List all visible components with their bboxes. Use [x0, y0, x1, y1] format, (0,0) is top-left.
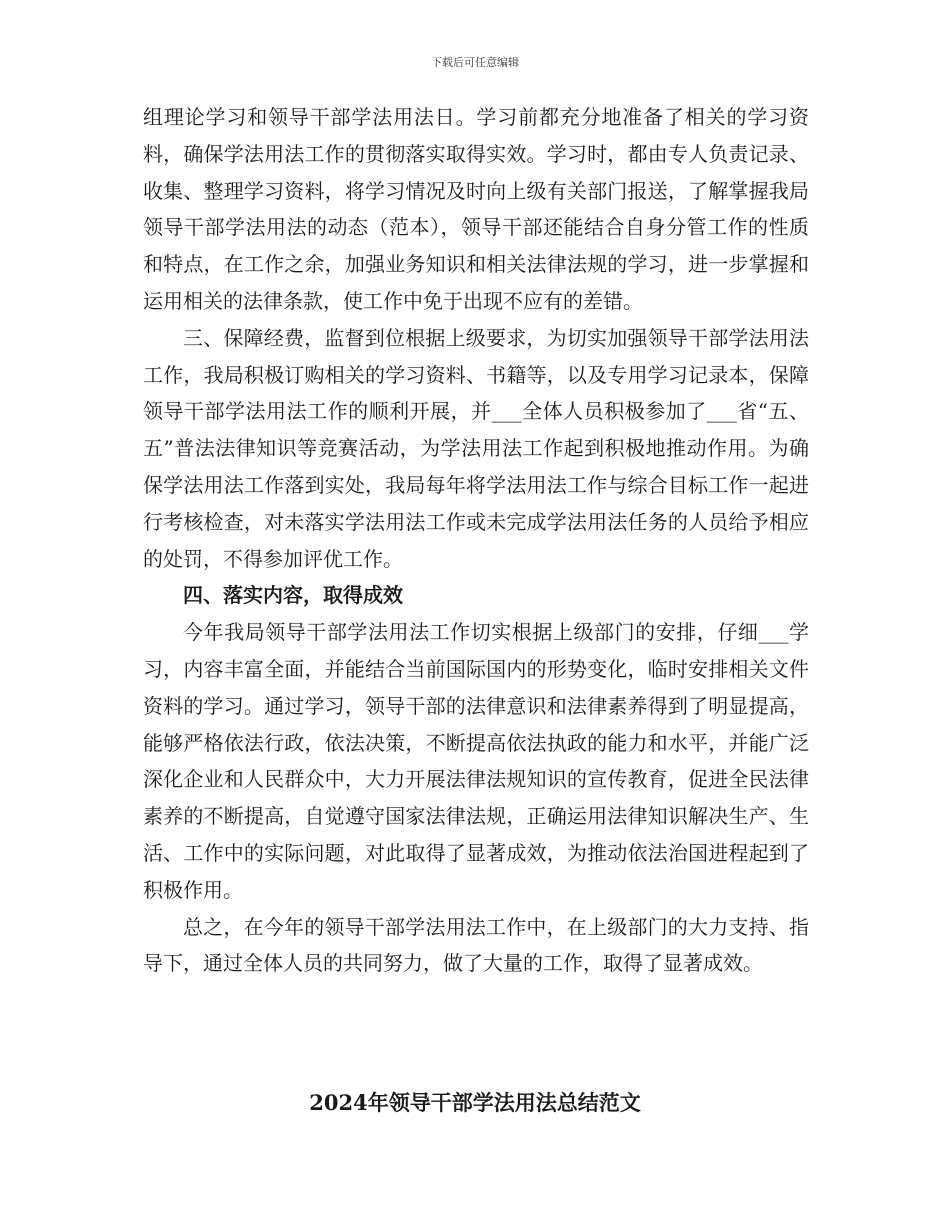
document-title: 2024年领导干部学法用法总结范文	[309, 1090, 641, 1115]
paragraph-section-four: 今年我局领导干部学法用法工作切实根据上级部门的安排，仔细___学习，内容丰富全面，并能结合当前国际国内的形势变化，临时安排相关文件资料的学习。通过学习，领导干部的法律意识和法律素养得到了明显提高，能够严格依法行政，依法决策，不断提高依法执政的能力和水平，并能广泛深化企业和人民群众中，大力开展法律法规知识的宣传教育，促进全民法律素养的不断提高，自觉遵守国家法律法规，正确运用法律知识解决生产、生活、工作中的实际问题，对此取得了显著成效，为推动依法治国进程起到了积极作用。	[143, 620, 809, 902]
page-header: 下载后可任意编辑	[431, 56, 519, 69]
paragraph-section-three: 三、保障经费，监督到位根据上级要求，为切实加强领导干部学法用法工作，我局积极订购相关的学习资料、书籍等，以及专用学习记录本，保障领导干部学法用法工作的顺利开展，并___全体人员积极参加了___省“五、五”普法法律知识等竞赛活动，为学法用法工作起到积极地推动作用。为确保学法用法工作落到实处，我局每年将学法用法工作与综合目标工作一起进行考核检查，对未落实学法用法工作或未完成学法用法任务的人员给予相应的处罚，不得参加评优工作。	[143, 325, 809, 571]
document-body	[143, 99, 809, 982]
paragraph-conclusion: 总之，在今年的领导干部学法用法工作中，在上级部门的大力支持、指导下，通过全体人员的共同努力，做了大量的工作，取得了显著成效。	[143, 914, 809, 976]
section-heading-four: 四、落实内容，取得成效	[183, 583, 403, 608]
paragraph-intro: 组理论学习和领导干部学法用法日。学习前都充分地准备了相关的学习资料，确保学法用法工作的贯彻落实取得实效。学习时，都由专人负责记录、收集、整理学习资料，将学习情况及时向上级有关部门报送，了解掌握我局领导干部学法用法的动态（范本），领导干部还能结合自身分管工作的性质和特点，在工作之余，加强业务知识和相关法律法规的学习，进一步掌握和运用相关的法律条款，使工作中免于出现不应有的差错。	[143, 105, 809, 313]
